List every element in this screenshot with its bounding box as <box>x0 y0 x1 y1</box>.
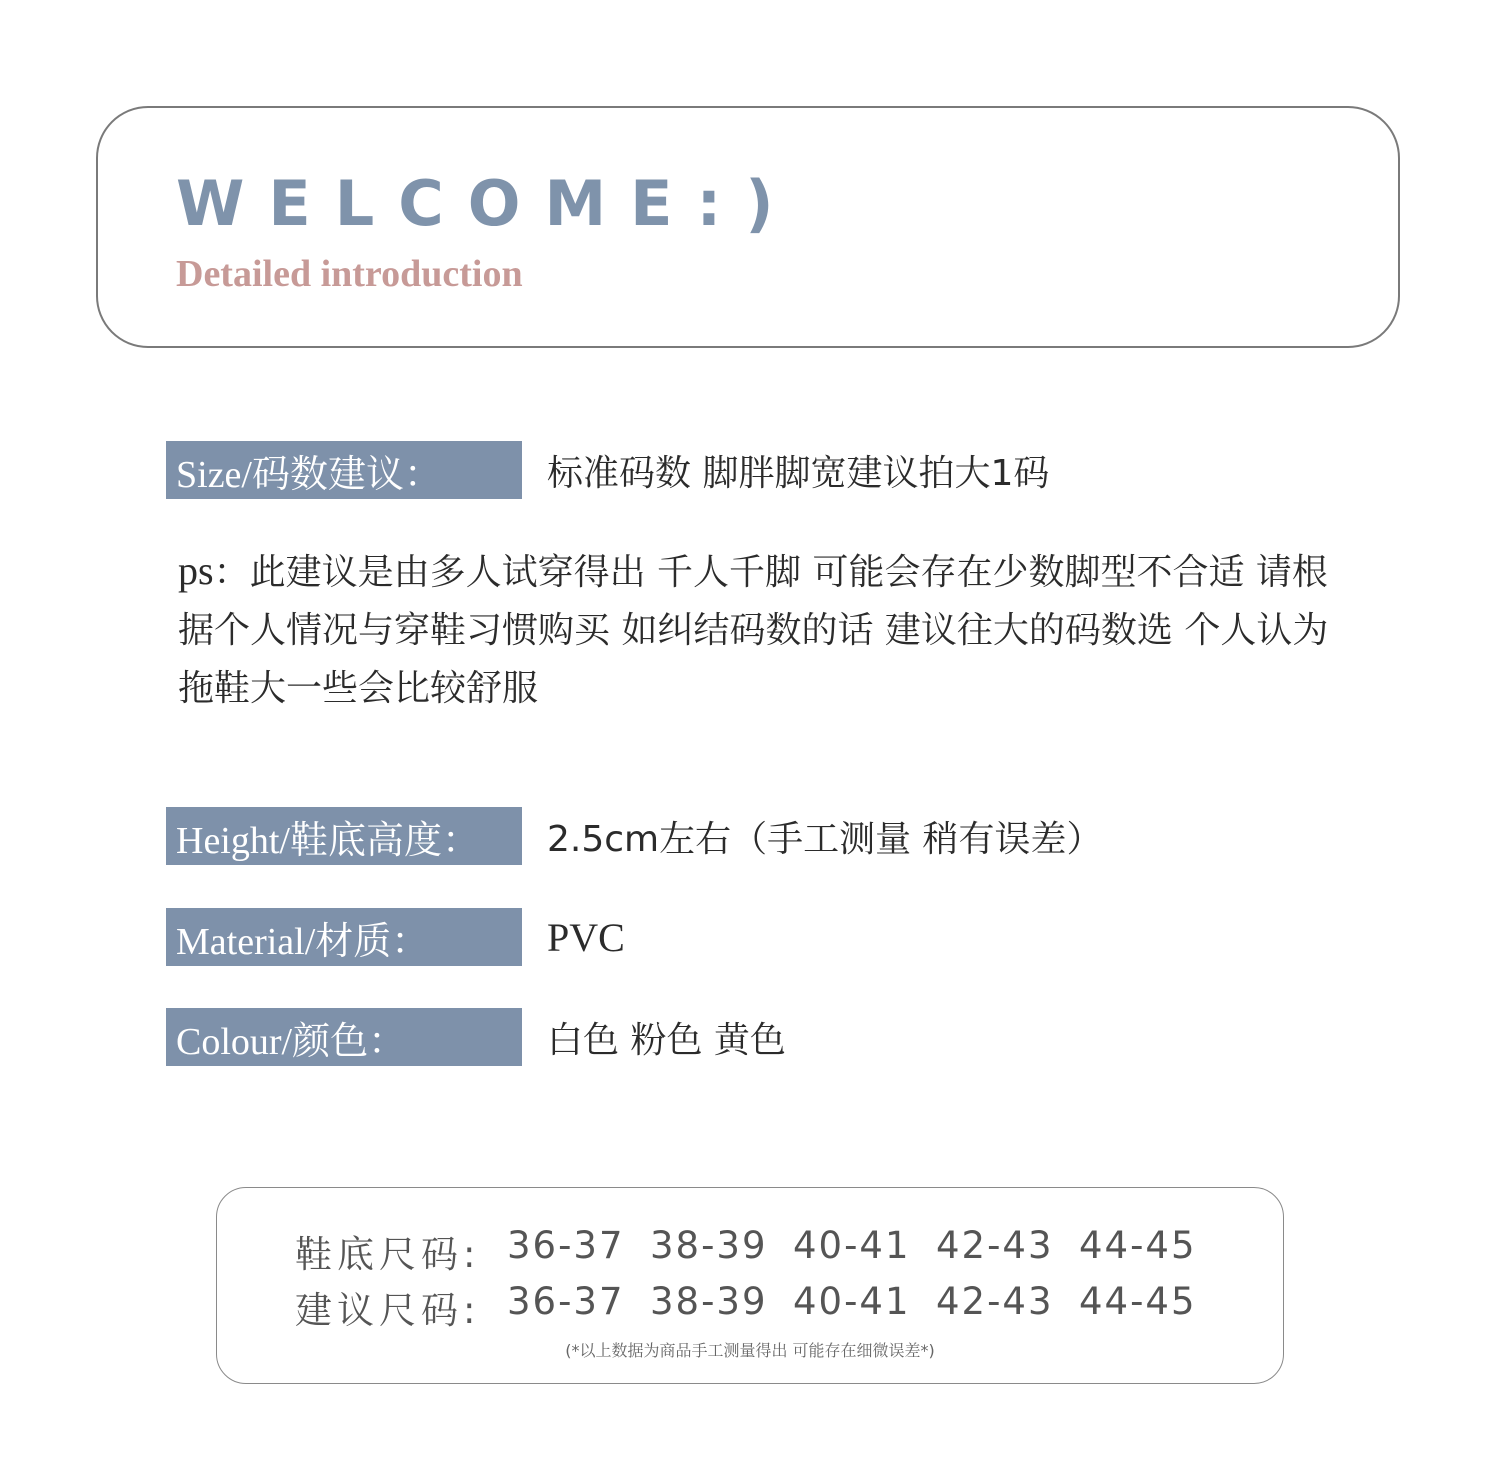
colour-row <box>166 1008 786 1066</box>
size-cell: 38-39 <box>650 1224 768 1267</box>
suggested-size-row <box>295 1280 1222 1334</box>
height-value: 2.5cm左右（手工测量 稍有误差） <box>547 818 1103 860</box>
sole-size-row <box>295 1224 1222 1278</box>
size-value: 标准码数 脚胖脚宽建议拍大1码 <box>547 452 1050 494</box>
size-cell: 40-41 <box>793 1280 911 1323</box>
welcome-panel <box>96 106 1400 348</box>
welcome-subtitle: Detailed introduction <box>176 253 523 295</box>
size-cell: 38-39 <box>650 1280 768 1323</box>
size-chart-panel <box>216 1187 1284 1384</box>
material-row <box>166 908 625 966</box>
note-prefix: ps <box>178 548 214 593</box>
suggested-size-label: 建议尺码: <box>295 1289 481 1332</box>
note-text: ：此建议是由多人试穿得出 千人千脚 可能会存在少数脚型不合适 请根据个人情况与穿鞋习惯购买 如纠结码数的话 建议往大的码数选 个人认为拖鞋大一些会比较舒服 <box>178 552 1329 709</box>
size-cell: 36-37 <box>507 1224 625 1267</box>
height-row <box>166 807 1103 865</box>
size-label: Size/码数建议： <box>166 441 522 499</box>
colour-label: Colour/颜色： <box>166 1008 522 1066</box>
size-cell: 36-37 <box>507 1280 625 1323</box>
colour-value: 白色 粉色 黄色 <box>547 1019 786 1061</box>
size-note <box>178 542 1358 718</box>
sole-size-label: 鞋底尺码: <box>295 1233 481 1276</box>
material-value: PVC <box>547 914 625 960</box>
material-label: Material/材质： <box>166 908 522 966</box>
size-cell: 44-45 <box>1079 1280 1197 1323</box>
welcome-title: WELCOME:) <box>176 167 798 240</box>
size-cell: 42-43 <box>936 1280 1054 1323</box>
size-cell: 42-43 <box>936 1224 1054 1267</box>
size-row <box>166 441 1049 499</box>
size-cell: 44-45 <box>1079 1224 1197 1267</box>
size-cell: 40-41 <box>793 1224 911 1267</box>
height-label: Height/鞋底高度： <box>166 807 522 865</box>
size-footnote: (*以上数据为商品手工测量得出 可能存在细微误差*) <box>565 1341 935 1360</box>
